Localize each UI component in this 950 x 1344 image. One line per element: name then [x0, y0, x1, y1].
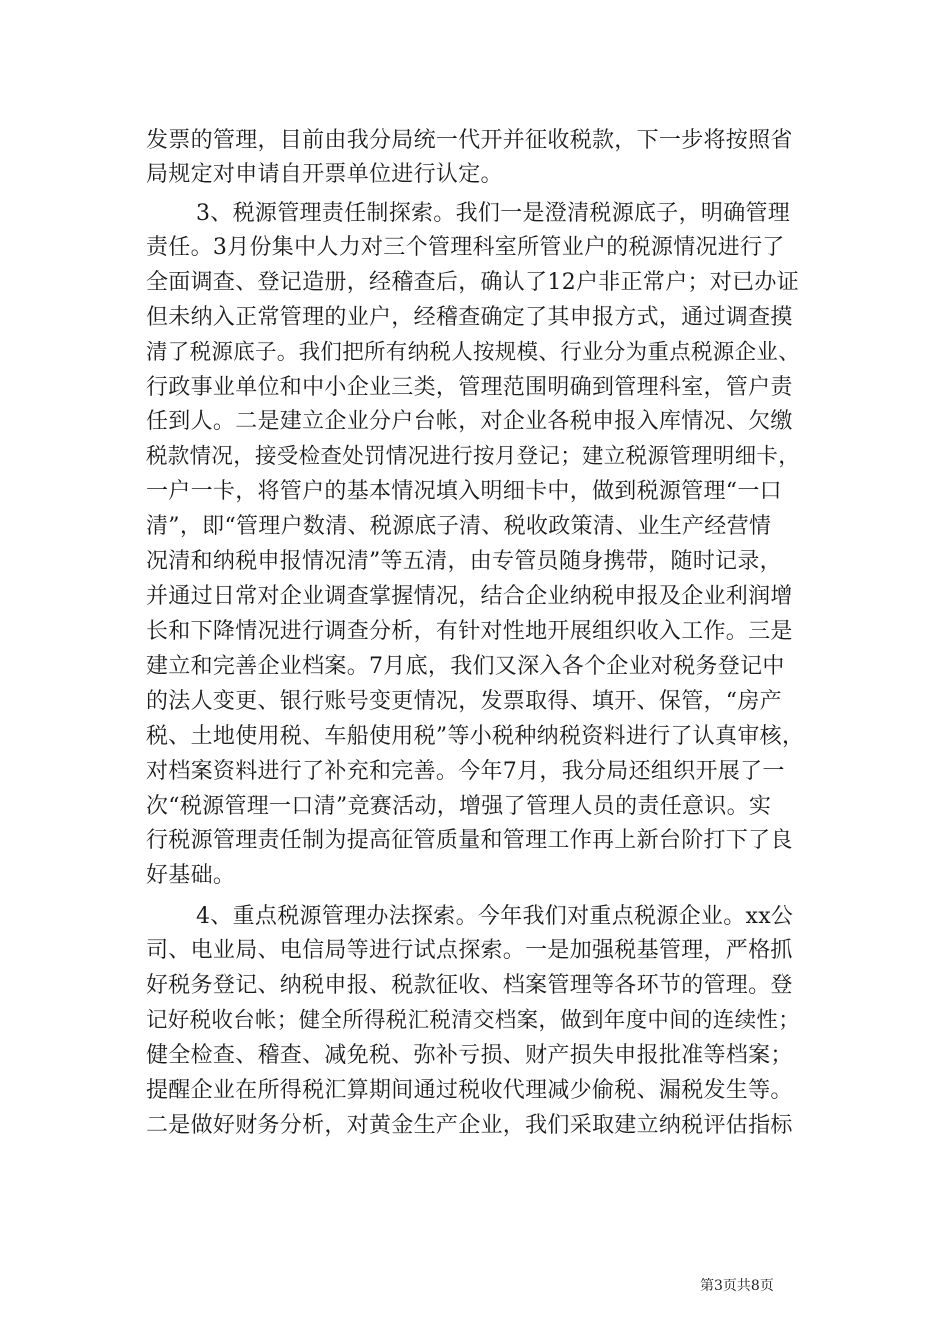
text-line: 记好税收台帐；健全所得税汇税清交档案，做到年度中间的连续性； [146, 1008, 801, 1033]
text-line: 任到人。二是建立企业分户台帐，对企业各税申报入库情况、欠缴 [146, 409, 793, 434]
text-line: 次“税源管理一口清”竞赛活动，增强了管理人员的责任意识。实 [146, 794, 772, 819]
text-line: 清了税源底子。我们把所有纳税人按规模、行业分为重点税源企业、 [146, 340, 801, 365]
text-line: 建立和完善企业档案。7月底，我们又深入各个企业对税务登记中 [146, 654, 785, 679]
text-line: 行政事业单位和中小企业三类，管理范围明确到管理科室，管户责 [146, 375, 793, 400]
text-line: 况清和纳税申报情况清”等五清，由专管员随身携带，随时记录， [146, 549, 782, 574]
text-line: 3、税源管理责任制探索。我们一是澄清税源底子，明确管理 [196, 201, 791, 226]
text-line: 二是做好财务分析，对黄金生产企业，我们采取建立纳税评估指标 [146, 1113, 793, 1138]
text-line: 责任。3月份集中人力对三个管理科室所管业户的税源情况进行了 [146, 235, 785, 260]
text-line: 好基础。 [146, 863, 236, 888]
text-line: 提醒企业在所得税汇算期间通过税收代理减少偷税、漏税发生等。 [146, 1078, 793, 1103]
text-line: 发票的管理，目前由我分局统一代开并征收税款，下一步将按照省 [146, 128, 793, 153]
text-line: 行税源管理责任制为提高征管质量和管理工作再上新台阶打下了良 [146, 828, 793, 853]
text-line: 司、电业局、电信局等进行试点探索。一是加强税基管理，严格抓 [146, 938, 793, 963]
text-line: 全面调查、登记造册，经稽查后，确认了12户非正常户；对已办证 [146, 270, 799, 295]
text-line: 健全检查、稽查、减免税、弥补亏损、财产损失申报批准等档案； [146, 1043, 793, 1068]
text-line: 并通过日常对企业调查掌握情况，结合企业纳税申报及企业利润增 [146, 584, 793, 609]
text-line: 一户一卡，将管户的基本情况填入明细卡中，做到税源管理“一口 [146, 479, 782, 504]
text-line: 对档案资料进行了补充和完善。今年7月，我分局还组织开展了一 [146, 759, 785, 784]
text-line: 局规定对申请自开票单位进行认定。 [146, 162, 503, 187]
page-number: 第3页共8页 [700, 1278, 774, 1294]
text-line: 好税务登记、纳税申报、税款征收、档案管理等各环节的管理。登 [146, 973, 793, 998]
text-line: 清”，即“管理户数清、税源底子清、税收政策清、业生产经营情 [146, 514, 772, 539]
text-line: 长和下降情况进行调查分析，有针对性地开展组织收入工作。三是 [146, 619, 793, 644]
text-line: 但未纳入正常管理的业户，经稽查确定了其申报方式，通过调查摸 [146, 305, 793, 330]
text-line: 4、重点税源管理办法探索。今年我们对重点税源企业。xx公 [196, 904, 794, 929]
text-line: 税、土地使用税、车船使用税”等小税种纳税资料进行了认真审核， [146, 724, 805, 749]
text-line: 税款情况，接受检查处罚情况进行按月登记；建立税源管理明细卡， [146, 444, 801, 469]
text-line: 的法人变更、银行账号变更情况，发票取得、填开、保管，“房产 [146, 689, 782, 714]
